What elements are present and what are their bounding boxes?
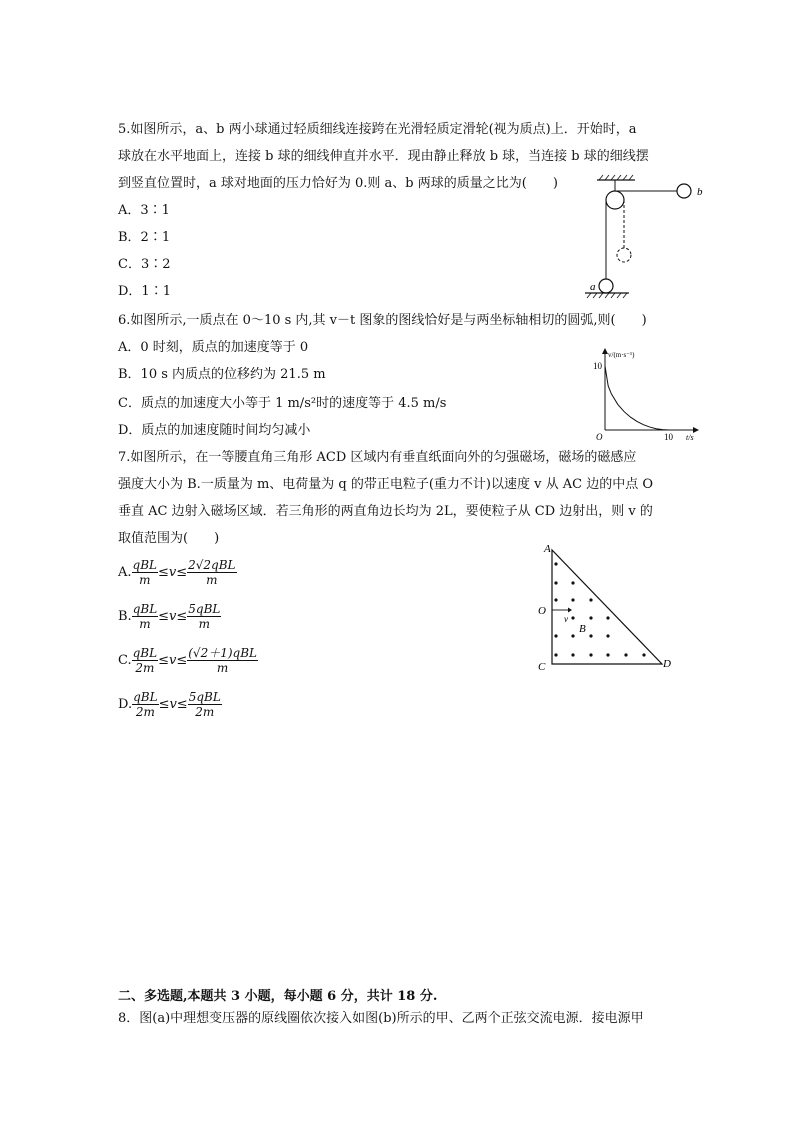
triangle-acd — [552, 550, 662, 664]
q6-option-d: D．质点的加速度随时间均匀减小 — [118, 423, 311, 438]
label-a: a — [590, 281, 596, 293]
q5-option-b: B．2∶1 — [118, 230, 171, 245]
q7-text-line3: 垂直 AC 边射入磁场区域．若三角形的两直角边长均为 2L，要使粒子从 CD 边射出，则 v 的 — [118, 504, 653, 519]
q6-option-b: B．10 s 内质点的位移约为 21.5 m — [118, 367, 326, 382]
origin-label: O — [596, 432, 603, 442]
vt-curve — [605, 366, 669, 430]
label-B: B — [579, 623, 586, 635]
q6-vt-chart — [590, 345, 705, 445]
q5-option-c: C．3∶2 — [118, 257, 171, 272]
q6-text-line1: 6.如图所示,一质点在 0～10 s 内,其 v－t 图象的图线恰好是与两坐标轴相切的圆弧,则( ) — [118, 313, 647, 328]
label-v: v — [564, 614, 568, 624]
ball-b — [677, 184, 691, 198]
q7-text-line4: 取值范围为( ) — [118, 531, 220, 546]
ball-a — [599, 279, 613, 293]
q7-option-c: C. $\frac{\text{qBL}}{2m}$ ≤v≤ $\frac{\text{(√2＋1)qBL}}{m}$ — [118, 646, 257, 675]
y-axis-label: v/(m·s⁻¹) — [608, 351, 635, 359]
label-A: A — [544, 543, 551, 555]
q6-option-c: C．质点的加速度大小等于 1 m/s²时的速度等于 4.5 m/s — [118, 396, 447, 411]
q7-option-a: A. $\frac{\text{qBL}}{m}$ ≤v≤ $\frac{\text{2√2qBL}}{m}$ — [118, 558, 236, 587]
label-O: O — [538, 605, 546, 617]
x-tick-label: 10 — [664, 432, 673, 442]
q7-option-d: D. $\frac{\text{qBL}}{2m}$ ≤v≤ $\frac{\text{5qBL}}{2m}$ — [118, 690, 221, 719]
label-C: C — [538, 661, 546, 673]
q5-option-d: D．1∶1 — [118, 284, 171, 299]
q5-text-line1: 5.如图所示，a、b 两小球通过轻质细线连接跨在光滑轻质定滑轮(视为质点)上．开始时，a — [118, 122, 637, 137]
q5-text-line3: 到竖直位置时，a 球对地面的压力恰好为 0.则 a、b 两球的质量之比为( ) — [118, 176, 558, 191]
x-axis-label: t/s — [686, 433, 694, 442]
q5-text-line2: 球放在水平地面上，连接 b 球的细线伸直并水平．现由静止释放 b 球，当连接 b 球的细线摆 — [118, 149, 649, 164]
q6-option-a: A．0 时刻，质点的加速度等于 0 — [118, 340, 309, 355]
q5-pulley-figure — [585, 172, 710, 302]
q7-option-b: B. $\frac{\text{qBL}}{m}$ ≤v≤ $\frac{\text{5qBL}}{m}$ — [118, 602, 221, 631]
q7-triangle-figure — [530, 540, 680, 675]
q8-text-line1: 8．图(a)中理想变压器的原线圈依次接入如图(b)所示的甲、乙两个正弦交流电源．接电源甲 — [118, 1011, 644, 1026]
ball-b-dashed — [617, 248, 631, 262]
label-b: b — [697, 186, 703, 198]
pulley-wheel — [606, 191, 624, 209]
q7-text-line1: 7.如图所示，在一等腰直角三角形 ACD 区域内有垂直纸面向外的匀强磁场，磁场的磁感应 — [118, 450, 637, 465]
q5-option-a: A．3∶1 — [118, 203, 170, 218]
q7-text-line2: 强度大小为 B.一质量为 m、电荷量为 q 的带正电粒子(重力不计)以速度 v 从 AC 边的中点 O — [118, 477, 654, 492]
label-D: D — [663, 658, 671, 670]
y-tick-label: 10 — [593, 361, 602, 371]
section2-title: 二、多选题,本题共 3 小题，每小题 6 分，共计 18 分. — [118, 989, 438, 1004]
